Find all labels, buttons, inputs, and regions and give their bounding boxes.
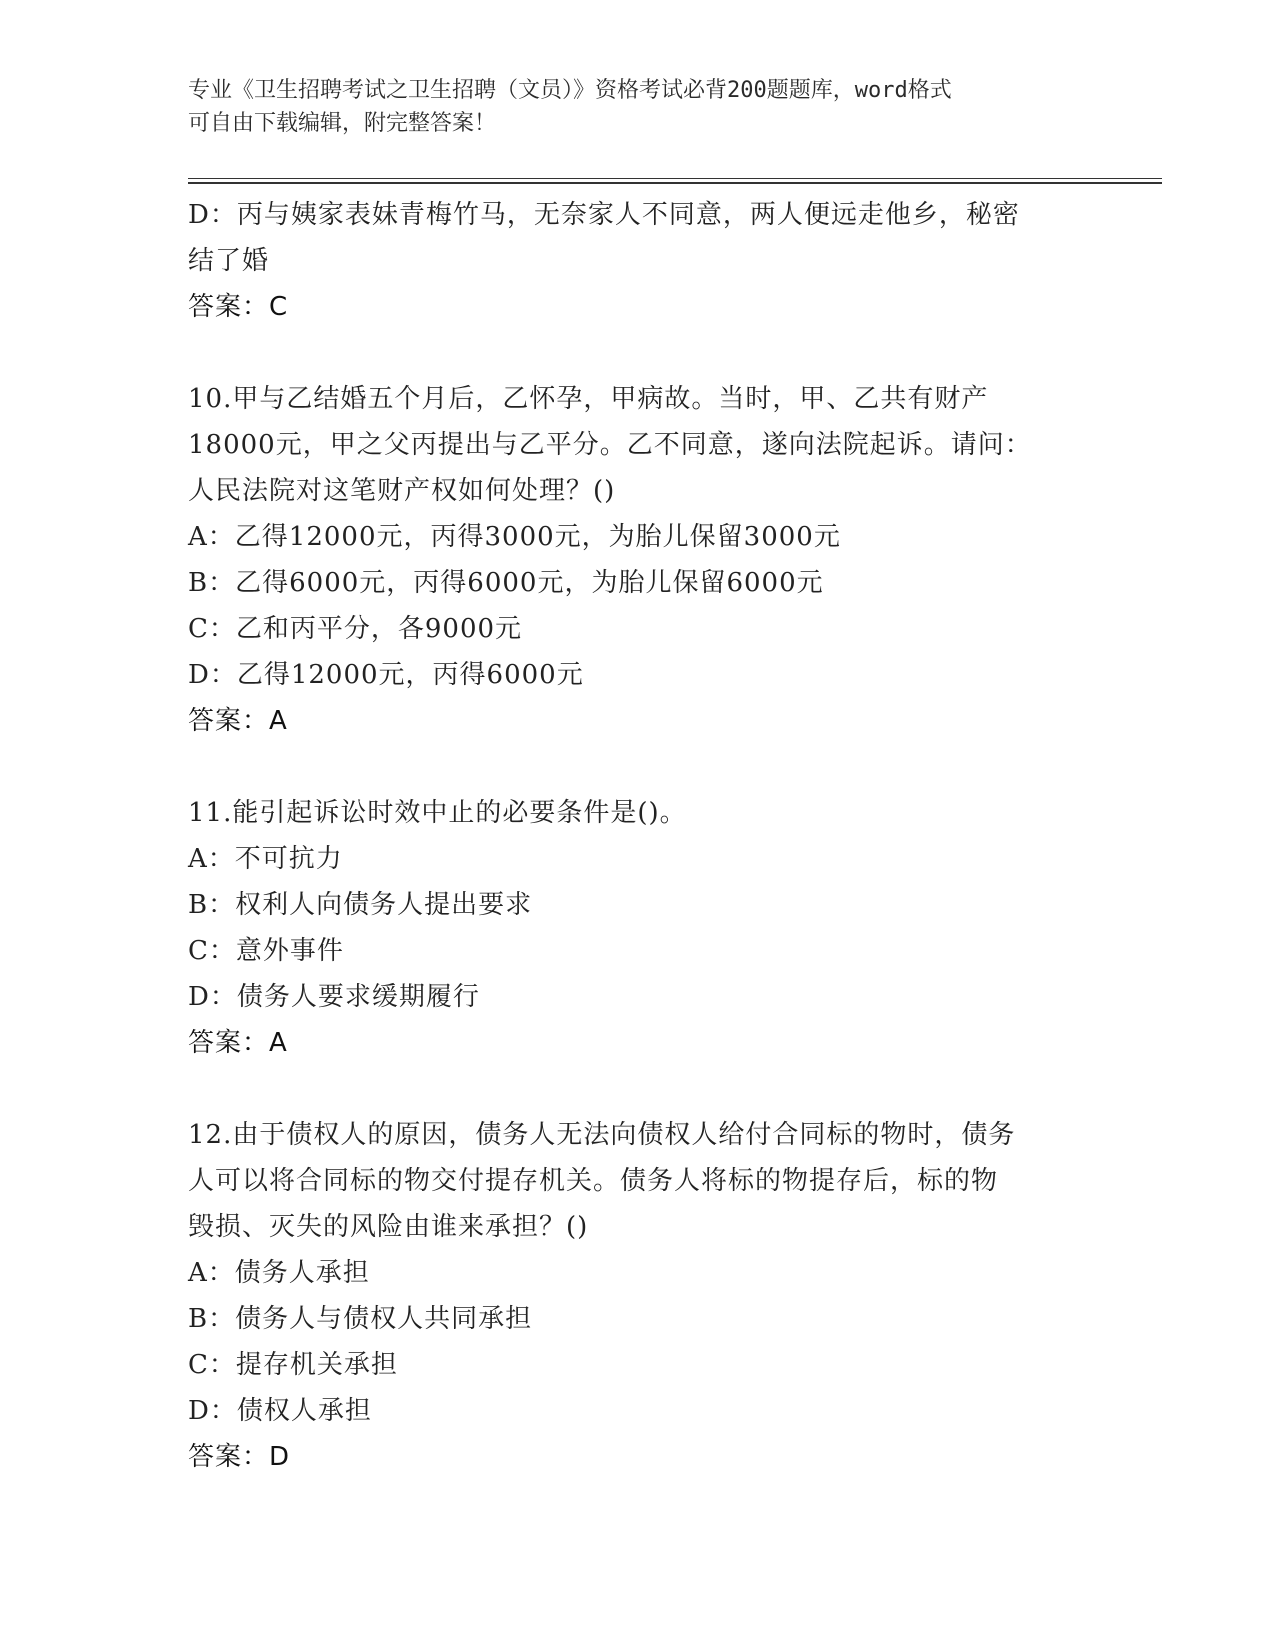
spacer <box>188 744 1078 790</box>
header-divider-thin <box>188 178 1162 179</box>
question-stem-line: 10.甲与乙结婚五个月后，乙怀孕，甲病故。当时，甲、乙共有财产 <box>188 384 989 414</box>
question-12 <box>188 1112 1078 1480</box>
option-d-line-1: D：丙与姨家表妹青梅竹马，无奈家人不同意，两人便远走他乡，秘密 <box>188 200 1020 230</box>
header-line-2: 可自由下载编辑，附完整答案！ <box>188 111 497 136</box>
option-d: D：债权人承担 <box>188 1396 372 1426</box>
question-stem-line: 12.由于债权人的原因，债务人无法向债权人给付合同标的物时，债务 <box>188 1120 1016 1150</box>
question-10 <box>188 376 1078 744</box>
answer-line: 答案：A <box>188 706 288 736</box>
answer-line: 答案：C <box>188 292 289 322</box>
header-divider-thick <box>188 182 1162 184</box>
option-c: C：提存机关承担 <box>188 1350 398 1380</box>
answer-line: 答案：D <box>188 1442 291 1472</box>
option-c: C：乙和丙平分，各9000元 <box>188 614 523 644</box>
spacer <box>188 1066 1078 1112</box>
header-line-1: 专业《卫生招聘考试之卫生招聘（文员）》资格考试必背200题题库，word格式 <box>188 78 952 103</box>
option-d: D：乙得12000元，丙得6000元 <box>188 660 584 690</box>
question-stem-line: 18000元，甲之父丙提出与乙平分。乙不同意，遂向法院起诉。请问： <box>188 430 1032 460</box>
document-body <box>188 192 1078 1480</box>
option-a: A：乙得12000元，丙得3000元，为胎儿保留3000元 <box>188 522 841 552</box>
option-a: A：不可抗力 <box>188 844 343 874</box>
previous-question-tail <box>188 192 1078 330</box>
option-b: B：乙得6000元，丙得6000元，为胎儿保留6000元 <box>188 568 824 598</box>
answer-line: 答案：A <box>188 1028 288 1058</box>
question-stem-line: 人可以将合同标的物交付提存机关。债务人将标的物提存后，标的物 <box>188 1166 999 1196</box>
question-stem-line: 毁损、灭失的风险由谁来承担？() <box>188 1212 589 1242</box>
question-stem-line: 11.能引起诉讼时效中止的必要条件是()。 <box>188 798 687 828</box>
document-header <box>188 74 1078 140</box>
spacer <box>188 330 1078 376</box>
option-d-line-2: 结了婚 <box>188 246 270 276</box>
option-d: D：债务人要求缓期履行 <box>188 982 480 1012</box>
option-c: C：意外事件 <box>188 936 344 966</box>
question-11 <box>188 790 1078 1066</box>
option-a: A：债务人承担 <box>188 1258 370 1288</box>
option-b: B：权利人向债务人提出要求 <box>188 890 533 920</box>
question-stem-line: 人民法院对这笔财产权如何处理？() <box>188 476 616 506</box>
option-b: B：债务人与债权人共同承担 <box>188 1304 533 1334</box>
